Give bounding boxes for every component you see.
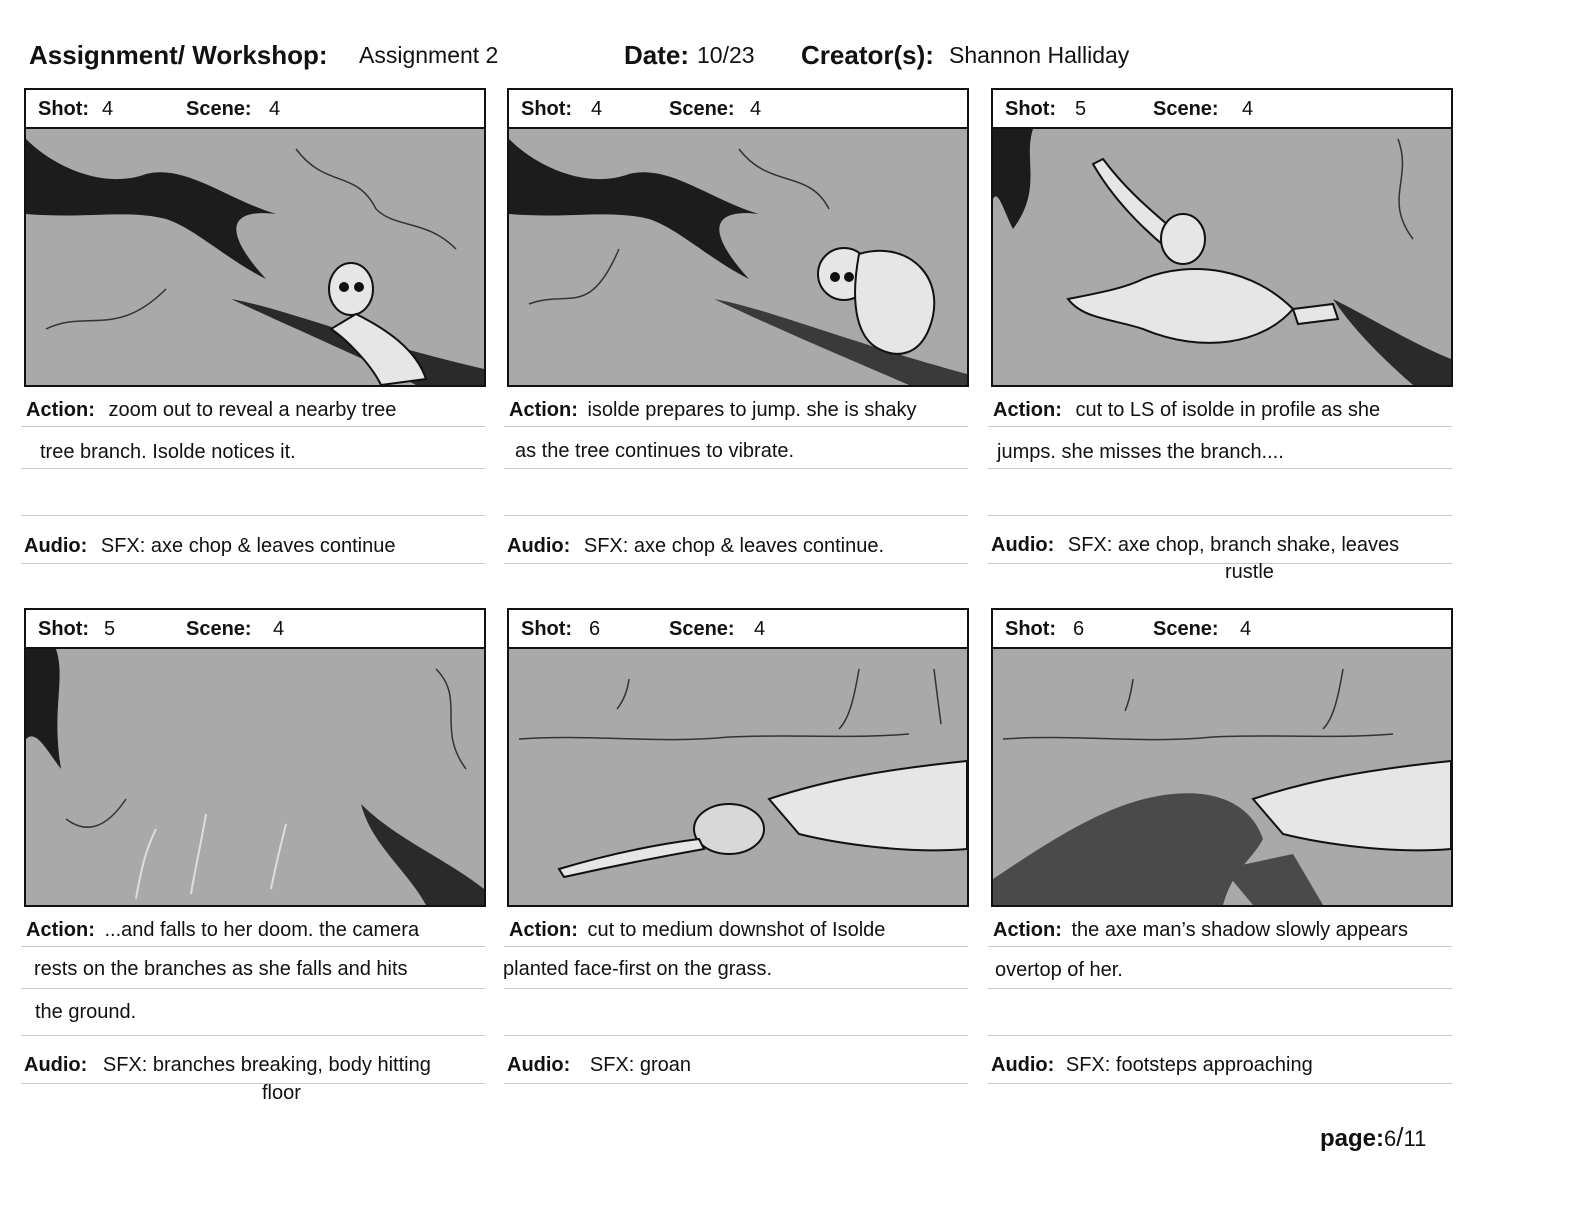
- audio-row: [991, 534, 1399, 557]
- shot-scene-bar: [991, 88, 1453, 129]
- page-label: page:: [1320, 1125, 1385, 1152]
- page-number: [1320, 1122, 1426, 1153]
- audio-text-2: floor: [262, 1082, 301, 1104]
- shot-scene-bar: [24, 608, 486, 649]
- scene-number: 4: [269, 98, 281, 120]
- creator-label: Creator(s):: [801, 40, 934, 70]
- shot-label: Shot:: [38, 98, 90, 120]
- scene-number: 4: [1242, 98, 1254, 120]
- action-text-1: isolde prepares to jump. she is shaky: [587, 399, 917, 421]
- scene-label: Scene:: [1153, 98, 1219, 120]
- storyboard-panel-5: [503, 608, 969, 1098]
- action-label: Action:: [509, 919, 578, 941]
- page-current: 6: [1384, 1126, 1397, 1151]
- audio-text-1: SFX: footsteps approaching: [1065, 1054, 1313, 1076]
- sketch-empty-branches: [26, 649, 484, 905]
- shot-label: Shot:: [521, 618, 573, 640]
- page-total: 11: [1403, 1126, 1427, 1151]
- audio-label: Audio:: [507, 1054, 571, 1076]
- action-text-2: jumps. she misses the branch....: [997, 441, 1284, 463]
- sketch-frame: [507, 647, 969, 907]
- storyboard-panel-1: [24, 88, 486, 578]
- action-label: Action:: [509, 399, 578, 421]
- page-separator: /: [1396, 1122, 1404, 1152]
- action-row: [993, 919, 1408, 942]
- shot-scene-bar: [507, 88, 969, 129]
- shot-number: 5: [1075, 98, 1087, 120]
- sketch-girl-face-down: [509, 649, 967, 905]
- assignment-label: Assignment/ Workshop:: [29, 40, 328, 70]
- action-text-2: overtop of her.: [995, 959, 1123, 981]
- scene-label: Scene:: [669, 618, 735, 640]
- sketch-frame: [24, 647, 486, 907]
- scene-number: 4: [750, 98, 762, 120]
- shot-number: 6: [1073, 618, 1085, 640]
- scene-label: Scene:: [669, 98, 735, 120]
- storyboard-panel-6: [991, 608, 1453, 1098]
- audio-row: [24, 535, 396, 558]
- action-row: [509, 919, 885, 942]
- storyboard-panel-2: [507, 88, 969, 578]
- sketch-girl-jumping: [993, 129, 1451, 385]
- audio-text-2: rustle: [1225, 561, 1274, 583]
- scene-label: Scene:: [186, 98, 252, 120]
- audio-label: Audio:: [991, 1054, 1055, 1076]
- audio-text-1: SFX: axe chop, branch shake, leaves: [1067, 534, 1400, 556]
- sketch-frame: [991, 127, 1453, 387]
- storyboard-panel-3: [991, 88, 1453, 588]
- scene-number: 4: [1240, 618, 1252, 640]
- scene-label: Scene:: [186, 618, 252, 640]
- scene-number: 4: [754, 618, 766, 640]
- sketch-axe-man-shadow: [993, 649, 1451, 905]
- sketch-frame: [24, 127, 486, 387]
- sketch-frame: [991, 647, 1453, 907]
- audio-label: Audio:: [24, 1054, 88, 1076]
- scene-label: Scene:: [1153, 618, 1219, 640]
- action-row: [26, 919, 419, 942]
- audio-row: [507, 535, 884, 558]
- action-label: Action:: [993, 919, 1062, 941]
- shot-number: 4: [591, 98, 603, 120]
- sketch-girl-on-branch: [26, 129, 484, 385]
- shot-label: Shot:: [1005, 618, 1057, 640]
- action-row: [993, 399, 1380, 422]
- audio-text-1: SFX: branches breaking, body hitting: [102, 1054, 431, 1076]
- action-text-2: as the tree continues to vibrate.: [515, 440, 795, 462]
- shot-number: 4: [102, 98, 114, 120]
- action-label: Action:: [26, 919, 95, 941]
- shot-label: Shot:: [38, 618, 90, 640]
- action-text-1: cut to medium downshot of Isolde: [587, 919, 886, 941]
- action-text-2: planted face-first on the grass.: [503, 958, 773, 980]
- audio-text-1: SFX: groan: [589, 1054, 692, 1076]
- audio-label: Audio:: [24, 535, 88, 557]
- shot-scene-bar: [507, 608, 969, 649]
- shot-number: 6: [589, 618, 601, 640]
- storyboard-header: [29, 38, 1529, 78]
- shot-scene-bar: [991, 608, 1453, 649]
- assignment-value: Assignment 2: [359, 42, 499, 68]
- storyboard-panel-4: [24, 608, 486, 1108]
- action-label: Action:: [993, 399, 1062, 421]
- action-row: [509, 399, 917, 422]
- audio-text-1: SFX: axe chop & leaves continue: [100, 535, 396, 557]
- action-label: Action:: [26, 399, 95, 421]
- action-text-1: zoom out to reveal a nearby tree: [108, 399, 397, 421]
- action-text-1: the axe man’s shadow slowly appears: [1071, 919, 1408, 941]
- action-text-2: rests on the branches as she falls and hits: [34, 958, 408, 980]
- action-text-1: cut to LS of isolde in profile as she: [1075, 399, 1381, 421]
- sketch-frame: [507, 127, 969, 387]
- audio-row: [991, 1054, 1313, 1077]
- creator-value: Shannon Halliday: [949, 42, 1130, 68]
- audio-label: Audio:: [507, 535, 571, 557]
- audio-label: Audio:: [991, 534, 1055, 556]
- action-text-1: ...and falls to her doom. the camera: [104, 919, 420, 941]
- sketch-girl-crouching: [509, 129, 967, 385]
- date-value: 10/23: [697, 42, 755, 68]
- audio-row: [507, 1054, 691, 1077]
- action-row: [26, 399, 396, 422]
- shot-scene-bar: [24, 88, 486, 129]
- date-label: Date:: [624, 40, 690, 70]
- audio-row: [24, 1054, 431, 1077]
- shot-label: Shot:: [521, 98, 573, 120]
- shot-number: 5: [104, 618, 116, 640]
- audio-text-1: SFX: axe chop & leaves continue.: [583, 535, 885, 557]
- shot-label: Shot:: [1005, 98, 1057, 120]
- action-text-3: the ground.: [35, 1001, 137, 1023]
- action-text-2: tree branch. Isolde notices it.: [40, 441, 296, 463]
- scene-number: 4: [273, 618, 285, 640]
